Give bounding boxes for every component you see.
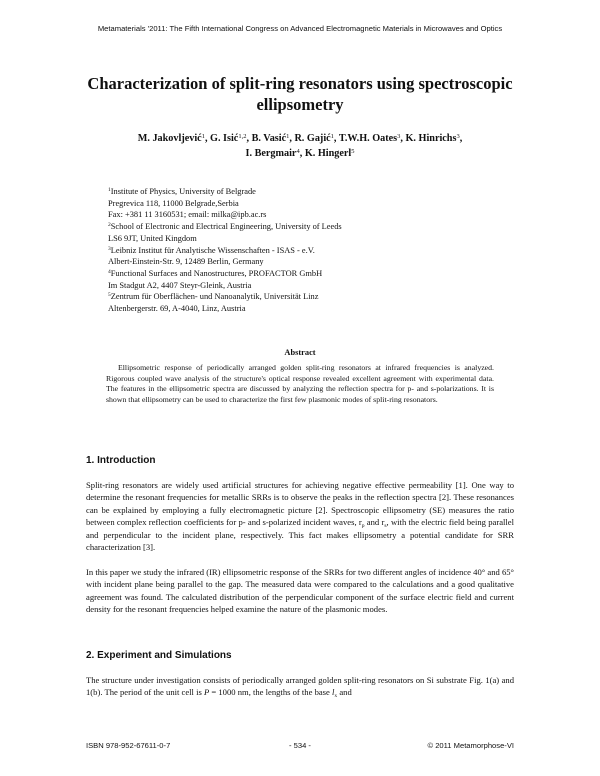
affiliation-4: $^4$Functional Surfaces and Nanostructures, PROFACTOR GmbH Im Stadgut A2, 4407 Steyr-Gleink, Austria [108, 268, 323, 290]
affiliation-3: $^3$Leibniz Institut für Analytische Wissenschaften - ISAS - e.V. Albert-Einstein-Str. 9, 12489 Berlin, Germany [108, 245, 315, 267]
abstract-heading: Abstract [284, 348, 316, 357]
author-6: I. Bergmair$^4$, [245, 148, 305, 159]
author-5: K. Hinrichs$^3$, [405, 133, 463, 144]
affiliation-5: $^5$Zentrum für Oberflächen- und Nanoanalytik, Universität Linz Altenbergerstr. 69, A-4040, Linz, Austria [108, 292, 319, 314]
affiliation-1: $^1$Institute of Physics, University of Belgrade Pregrevica 118, 11000 Belgrade,Serbia Fax: +381 11 3160531; email: milka@ipb.ac.rs [108, 187, 267, 220]
experiment-paragraph-1: The structure under investigation consists of periodically arranged golden split-ring resonators on Si substrate Fig. 1(a) and 1(b). The period of the unit cell is P = 1000 nm, the lengths of the base $l_x$ and [86, 675, 514, 700]
section-heading-introduction: 1. Introduction [86, 455, 156, 466]
affiliations [108, 186, 508, 315]
paper-title: Characterization of split-ring resonators using spectroscopic ellipsometry [87, 74, 513, 114]
intro-paragraph-1: Split-ring resonators are widely used artificial structures for achieving negative effective permeability [1]. One way to determine the resonant frequencies for metallic SRRs is to observe the peaks in the reflection spectra [2]. These resonances can be explained by employing a fully electromagnetic picture [2]. Spectroscopic ellipsometry (SE) measures the ratio between complex reflection coefficients for p- and s-polarized incident waves, $r_p$ and $r_s$, with the electric field being parallel and perpendicular to the incident plane, respectively. This fact makes ellipsometry a potential candidate for SRR characterization [3]. [86, 480, 514, 553]
conference-header: Metamaterials '2011: The Fifth International Congress on Advanced Electromagnetic Materials in Microwaves and Optics [97, 24, 503, 33]
author-2: B. Vasić$^1$, [251, 133, 295, 144]
author-4: T.W.H. Oates$^3$, [338, 133, 406, 144]
isbn: ISBN 978-952-67611-0-7 [86, 741, 171, 750]
author-7: K. Hingerl$^5$ [304, 148, 355, 159]
author-1: G. Isić$^{1,2}$, [210, 133, 252, 144]
intro-paragraph-2: In this paper we study the infrared (IR) ellipsometric response of the SRRs for two different angles of incidence 40° and 65° with incident plane being parallel to the gap. The measured data were compared to the calculations and a good qualitative agreement was found. The calculated distribution of the perpendicular component of the surface electric field and current density for the resonant frequencies helped examine the nature of the plasmonic modes. [86, 567, 514, 615]
author-0: M. Jakovljević$^1$, [137, 133, 211, 144]
author-3: R. Gajić$^1$, [294, 133, 339, 144]
copyright: © 2011 Metamorphose-VI [427, 741, 514, 750]
section-heading-experiment: 2. Experiment and Simulations [86, 650, 232, 661]
abstract-text: Ellipsometric response of periodically arranged golden split-ring resonators at infrared frequencies is analyzed. Rigorous coupled wave analysis of the structure's optical response revealed excellent agreement with experimental data. The features in the ellipsometric spectra are discussed by analyzing the reflection spectra for p- and s-polarizations. It is shown that ellipsometry can be used to characterize the first few plasmonic modes of split-ring resonators. [106, 363, 494, 404]
page-number: - 534 - [289, 741, 311, 750]
author-list [90, 131, 510, 161]
affiliation-2: $^2$School of Electronic and Electrical Engineering, University of Leeds LS6 9JT, United Kingdom [108, 222, 342, 243]
